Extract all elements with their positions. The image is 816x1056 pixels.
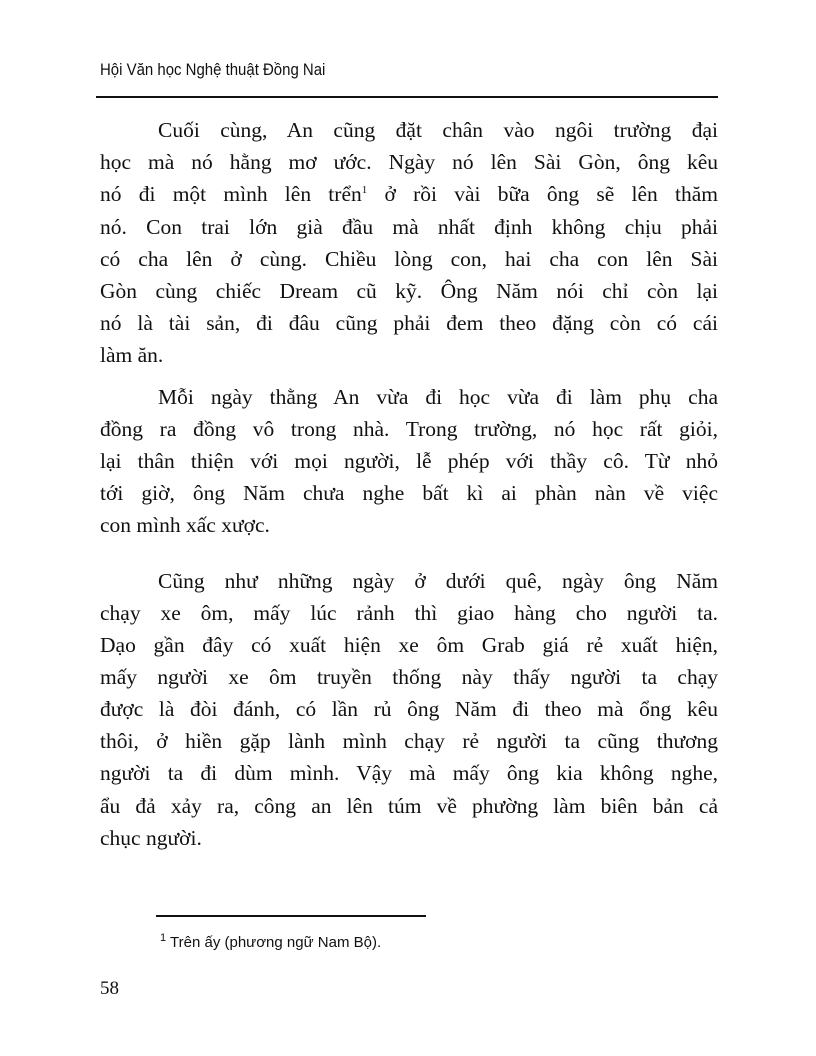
text-line: tới giờ, ông Năm chưa nghe bất kì ai phàn nàn về việc bbox=[100, 481, 718, 505]
text-line: ẩu đả xảy ra, công an lên túm về phường làm biên bản cả bbox=[100, 794, 718, 818]
text-line: chạy xe ôm, mấy lúc rảnh thì giao hàng cho người ta. bbox=[100, 601, 718, 625]
text-line: thôi, ở hiền gặp lành mình chạy rẻ người ta cũng thương bbox=[100, 729, 718, 753]
text-line: làm ăn. bbox=[100, 343, 164, 367]
footnote-rule bbox=[156, 915, 426, 917]
text-line: Mỗi ngày thằng An vừa đi học vừa đi làm phụ cha bbox=[158, 385, 718, 409]
text-line: nó. Con trai lớn già đầu mà nhất định không chịu phải bbox=[100, 215, 718, 239]
text-line: Gòn cùng chiếc Dream cũ kỹ. Ông Năm nói chỉ còn lại bbox=[100, 279, 718, 303]
text-line: đồng ra đồng vô trong nhà. Trong trường, nó học rất giỏi, bbox=[100, 417, 718, 441]
footnote-marker: 1 bbox=[160, 932, 167, 944]
text-line: Cuối cùng, An cũng đặt chân vào ngôi trường đại bbox=[158, 118, 718, 142]
text-line: người ta đi dùm mình. Vậy mà mấy ông kia không nghe, bbox=[100, 761, 718, 785]
footnote-ref: 1 bbox=[361, 183, 368, 196]
footnote-text: Trên ấy (phương ngữ Nam Bộ). bbox=[170, 934, 382, 951]
text-line: có cha lên ở cùng. Chiều lòng con, hai cha con lên Sài bbox=[100, 247, 718, 271]
text-line: Dạo gần đây có xuất hiện xe ôm Grab giá rẻ xuất hiện, bbox=[100, 633, 718, 657]
text-line: nó là tài sản, đi đâu cũng phải đem theo đặng còn có cái bbox=[100, 311, 718, 335]
page-number: 58 bbox=[100, 978, 119, 999]
text-fragment: nó đi một mình lên trển bbox=[100, 182, 362, 206]
text-line: mấy người xe ôm truyền thống này thấy người ta chạy bbox=[100, 665, 718, 689]
footnote bbox=[160, 934, 381, 951]
text-fragment: ở rồi vài bữa ông sẽ lên thăm bbox=[384, 182, 718, 206]
text-line: được là đòi đánh, có lần rủ ông Năm đi theo mà ổng kêu bbox=[100, 697, 718, 721]
text-line: con mình xấc xược. bbox=[100, 513, 270, 537]
text-line: học mà nó hằng mơ ước. Ngày nó lên Sài Gòn, ông kêu bbox=[100, 150, 718, 174]
running-header: Hội Văn học Nghệ thuật Đồng Nai bbox=[100, 60, 326, 79]
text-line: Cũng như những ngày ở dưới quê, ngày ông Năm bbox=[158, 569, 718, 593]
text-line bbox=[100, 180, 718, 208]
text-line: chục người. bbox=[100, 826, 202, 850]
text-line: lại thân thiện với mọi người, lễ phép với thầy cô. Từ nhỏ bbox=[100, 449, 718, 473]
header-rule bbox=[96, 96, 718, 98]
